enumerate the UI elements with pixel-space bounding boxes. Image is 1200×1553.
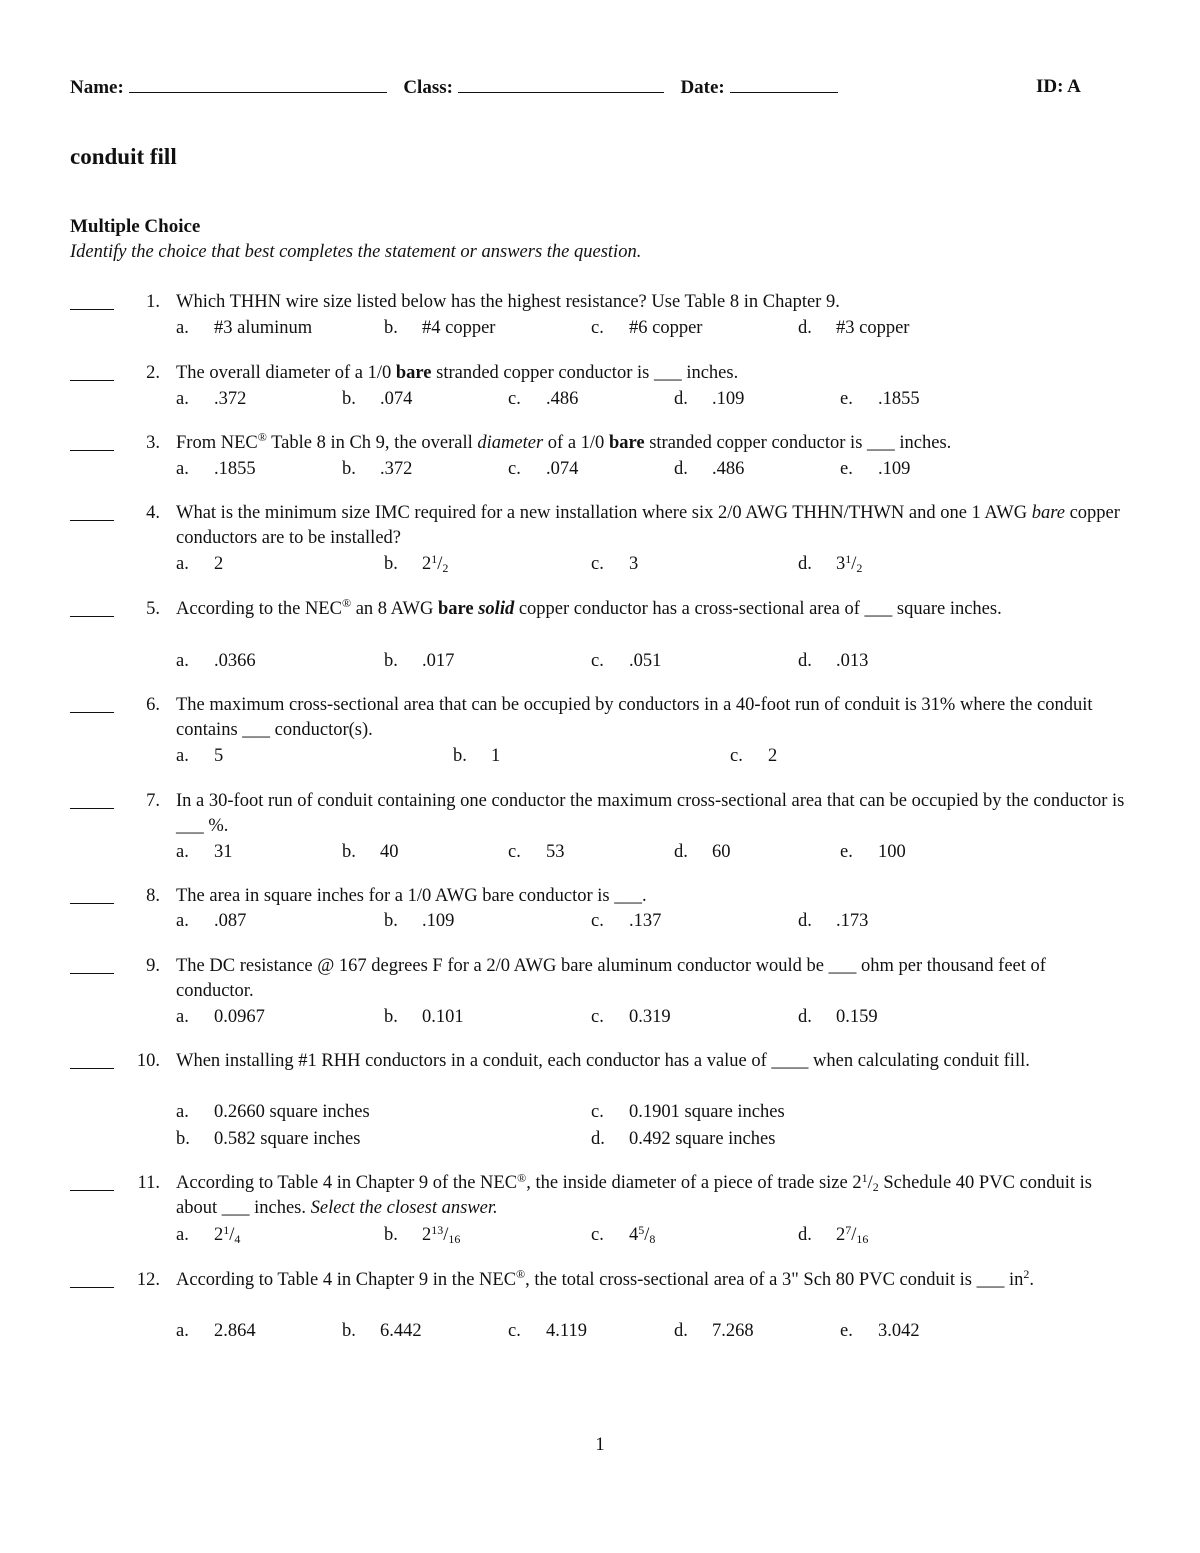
answer-blank[interactable] [70,361,114,381]
option[interactable]: d. #3 copper [798,318,910,338]
option[interactable]: e. 100 [840,842,906,862]
option[interactable]: c. $4^5/_8$ [591,1223,656,1246]
question-number: 8. [146,886,160,906]
option[interactable]: b. $2^{13}/_{16}$ [384,1223,461,1246]
name-field[interactable] [129,74,387,93]
answer-blank[interactable] [70,693,114,713]
option[interactable]: d. $3^1/_2$ [798,552,863,575]
question-number: 4. [146,503,160,523]
answer-blank[interactable] [70,1171,114,1191]
option[interactable]: a. #3 aluminum [176,318,313,338]
question-stem: According to the NEC® an 8 AWG bare solid copper conductor has a cross-sectional area of ___ square inches. [176,595,1002,619]
option[interactable]: a. 0.2660 square inches [176,1102,370,1122]
option[interactable]: c. 2 [730,746,778,766]
question-number: 12. [136,1270,160,1290]
option[interactable]: a. 31 [176,842,233,862]
option[interactable]: b. #4 copper [384,318,496,338]
question-number: 3. [146,433,160,453]
option[interactable]: c. 4.119 [508,1321,587,1341]
question-number: 7. [146,791,160,811]
question-stem: What is the minimum size IMC required for a new installation where six 2/0 AWG THHN/THWN and one 1 AWG bare copper conductors are to be installed? [176,503,1120,548]
option[interactable]: c. .137 [591,911,662,931]
option[interactable]: c. 53 [508,842,565,862]
option[interactable]: a. $2^1/_4$ [176,1223,241,1246]
option[interactable]: e. .109 [840,459,911,479]
question-stem: The DC resistance @ 167 degrees F for a 2/0 AWG bare aluminum conductor would be ___ ohm per thousand feet of conductor. [176,956,1046,1001]
question-stem: The maximum cross-sectional area that can be occupied by conductors in a 40-foot run of conduit is 31% where the conduit contains ___ conductor(s). [176,695,1093,740]
option[interactable]: a. .0366 [176,651,256,671]
option[interactable]: c. #6 copper [591,318,703,338]
answer-blank[interactable] [70,597,114,617]
option[interactable]: b. 0.101 [384,1007,464,1027]
option[interactable]: d. 0.159 [798,1007,878,1027]
section-heading: Multiple Choice [70,216,201,237]
question-number: 6. [146,695,160,715]
version-id: ID: A [1036,76,1081,97]
option[interactable]: c. 0.1901 square inches [591,1102,785,1122]
name-label: Name: [70,77,124,98]
question-stem: In a 30-foot run of conduit containing one conductor the maximum cross-sectional area that can be occupied by the conductor is ___ %. [176,791,1125,836]
option[interactable]: c. .074 [508,459,579,479]
answer-blank[interactable] [70,290,114,310]
option[interactable]: d. $2^7/_{16}$ [798,1223,869,1246]
option[interactable]: a. .372 [176,389,247,409]
option[interactable]: d. 60 [674,842,731,862]
question-number: 9. [146,956,160,976]
option[interactable]: b. 40 [342,842,399,862]
option[interactable]: c. 0.319 [591,1007,671,1027]
answer-blank[interactable] [70,1268,114,1288]
question-stem: Which THHN wire size listed below has the highest resistance? Use Table 8 in Chapter 9. [176,292,840,312]
question-stem: When installing #1 RHH conductors in a conduit, each conductor has a value of ____ when calculating conduit fill. [176,1051,1030,1071]
option[interactable]: c. 3 [591,554,639,574]
option[interactable]: d. .173 [798,911,869,931]
answer-blank[interactable] [70,501,114,521]
question-number: 2. [146,363,160,383]
page-number: 1 [595,1435,605,1455]
question-stem: From NEC® Table 8 in Ch 9, the overall diameter of a 1/0 bare stranded copper conductor is ___ inches. [176,429,952,453]
option[interactable]: b. 6.442 [342,1321,422,1341]
option[interactable]: c. .051 [591,651,662,671]
option[interactable]: d. .013 [798,651,869,671]
option[interactable]: b. 1 [453,746,501,766]
option[interactable]: a. 5 [176,746,224,766]
question-stem: According to Table 4 in Chapter 9 in the NEC®, the total cross-sectional area of a 3" Sch 80 PVC conduit is ___ $in^2$. [176,1266,1034,1290]
option[interactable]: a. 2.864 [176,1321,256,1341]
question-stem: The overall diameter of a 1/0 bare stranded copper conductor is ___ inches. [176,363,739,383]
answer-blank[interactable] [70,789,114,809]
question-stem: The area in square inches for a 1/0 AWG bare conductor is ___. [176,886,647,906]
option[interactable]: d. .486 [674,459,745,479]
section-instructions: Identify the choice that best completes the statement or answers the question. [70,242,642,262]
option[interactable]: a. 0.0967 [176,1007,265,1027]
option[interactable]: b. 0.582 square inches [176,1129,361,1149]
option[interactable]: b. .017 [384,651,455,671]
option[interactable]: a. 2 [176,554,224,574]
option[interactable]: a. .1855 [176,459,256,479]
option[interactable]: b. $2^1/_2$ [384,552,449,575]
question-stem: According to Table 4 in Chapter 9 of the NEC®, the inside diameter of a piece of trade size $2^1/_2$ Schedule 40 PVC conduit is about ___ inches. Select the closest answer. [176,1171,1093,1218]
option[interactable]: c. .486 [508,389,579,409]
option[interactable]: d. 0.492 square inches [591,1129,776,1149]
option[interactable]: e. .1855 [840,389,920,409]
question-number: 5. [146,599,160,619]
class-field[interactable] [458,74,664,93]
option[interactable]: d. 7.268 [674,1321,754,1341]
date-label: Date: [680,77,725,98]
page-title: conduit fill [70,144,177,169]
option[interactable]: d. .109 [674,389,745,409]
option[interactable]: e. 3.042 [840,1321,920,1341]
option[interactable]: b. .109 [384,911,455,931]
answer-blank[interactable] [70,1049,114,1069]
student-info-header [70,74,850,100]
answer-blank[interactable] [70,884,114,904]
question-number: 11. [137,1173,160,1193]
option[interactable]: b. .074 [342,389,413,409]
answer-blank[interactable] [70,431,114,451]
option[interactable]: a. .087 [176,911,247,931]
option[interactable]: b. .372 [342,459,413,479]
question-number: 10. [136,1051,160,1071]
date-field[interactable] [730,74,838,93]
question-number: 1. [146,292,160,312]
answer-blank[interactable] [70,954,114,974]
class-label: Class: [403,77,453,98]
